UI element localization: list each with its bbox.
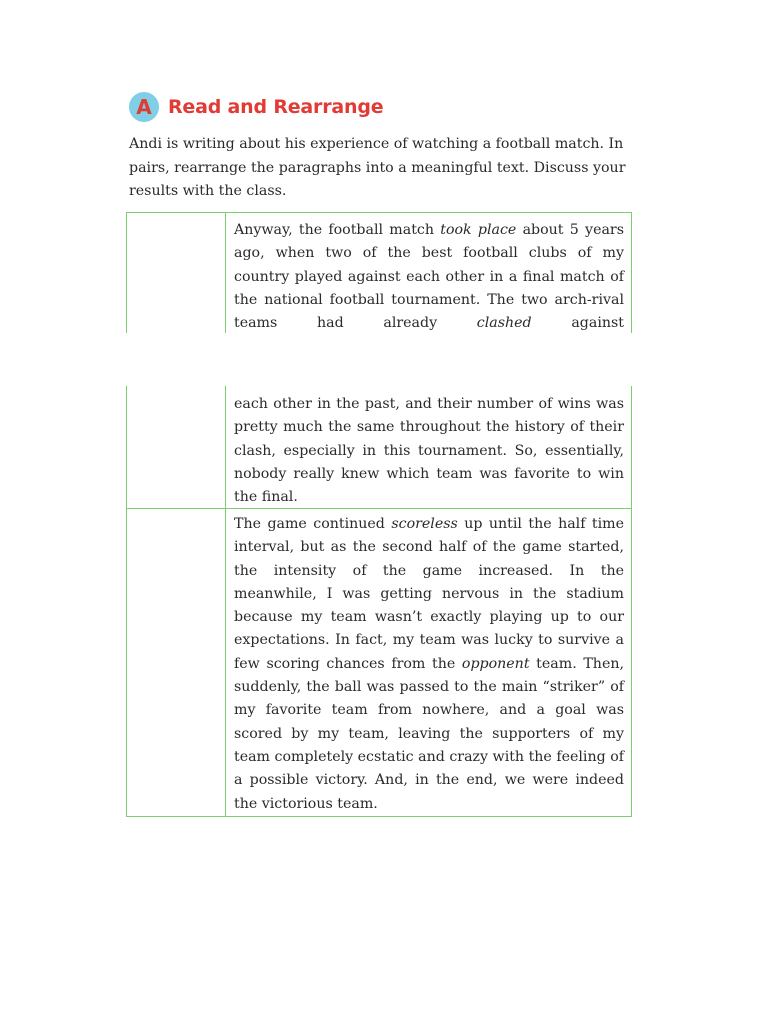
paragraph-1-continued: each other in the past, and their number of wins was pretty much the same throughout the history of their clash, especially in this tournament. So, essentially, nobody really knew which team was favorite to win the final. [234, 396, 624, 506]
section-title: Read and Rearrange [168, 96, 384, 118]
section-badge: A [129, 92, 159, 122]
section-header [129, 92, 383, 122]
column-divider [225, 213, 226, 333]
instructions-text: Andi is writing about his experience of watching a football match. In pairs, rearrange the paragraphs into a meaningful text. Discuss your results with the class. [129, 136, 626, 199]
rearrange-table-bottom [126, 386, 632, 817]
paragraph-1: Anyway, the football match took place about 5 years ago, when two of the best football clubs of my country played against each other in a final match of the national football tournament. The two arch-rival teams had already clashed against [234, 222, 624, 332]
column-divider [225, 386, 226, 816]
rearrange-table-top [126, 212, 632, 333]
paragraph-2: The game continued scoreless up until the half time interval, but as the second half of the game started, the intensity of the game increased. In the meanwhile, I was getting nervous in the stadium because my team wasn’t exactly playing up to our expectations. In fact, my team was lucky to survive a few scoring chances from the opponent team. Then, suddenly, the ball was passed to the main “striker” of my favorite team from nowhere, and a goal was scored by my team, leaving the supporters of my team completely ecstatic and crazy with the feeling of a possible victory. And, in the end, we were indeed the victorious team. [234, 516, 624, 812]
